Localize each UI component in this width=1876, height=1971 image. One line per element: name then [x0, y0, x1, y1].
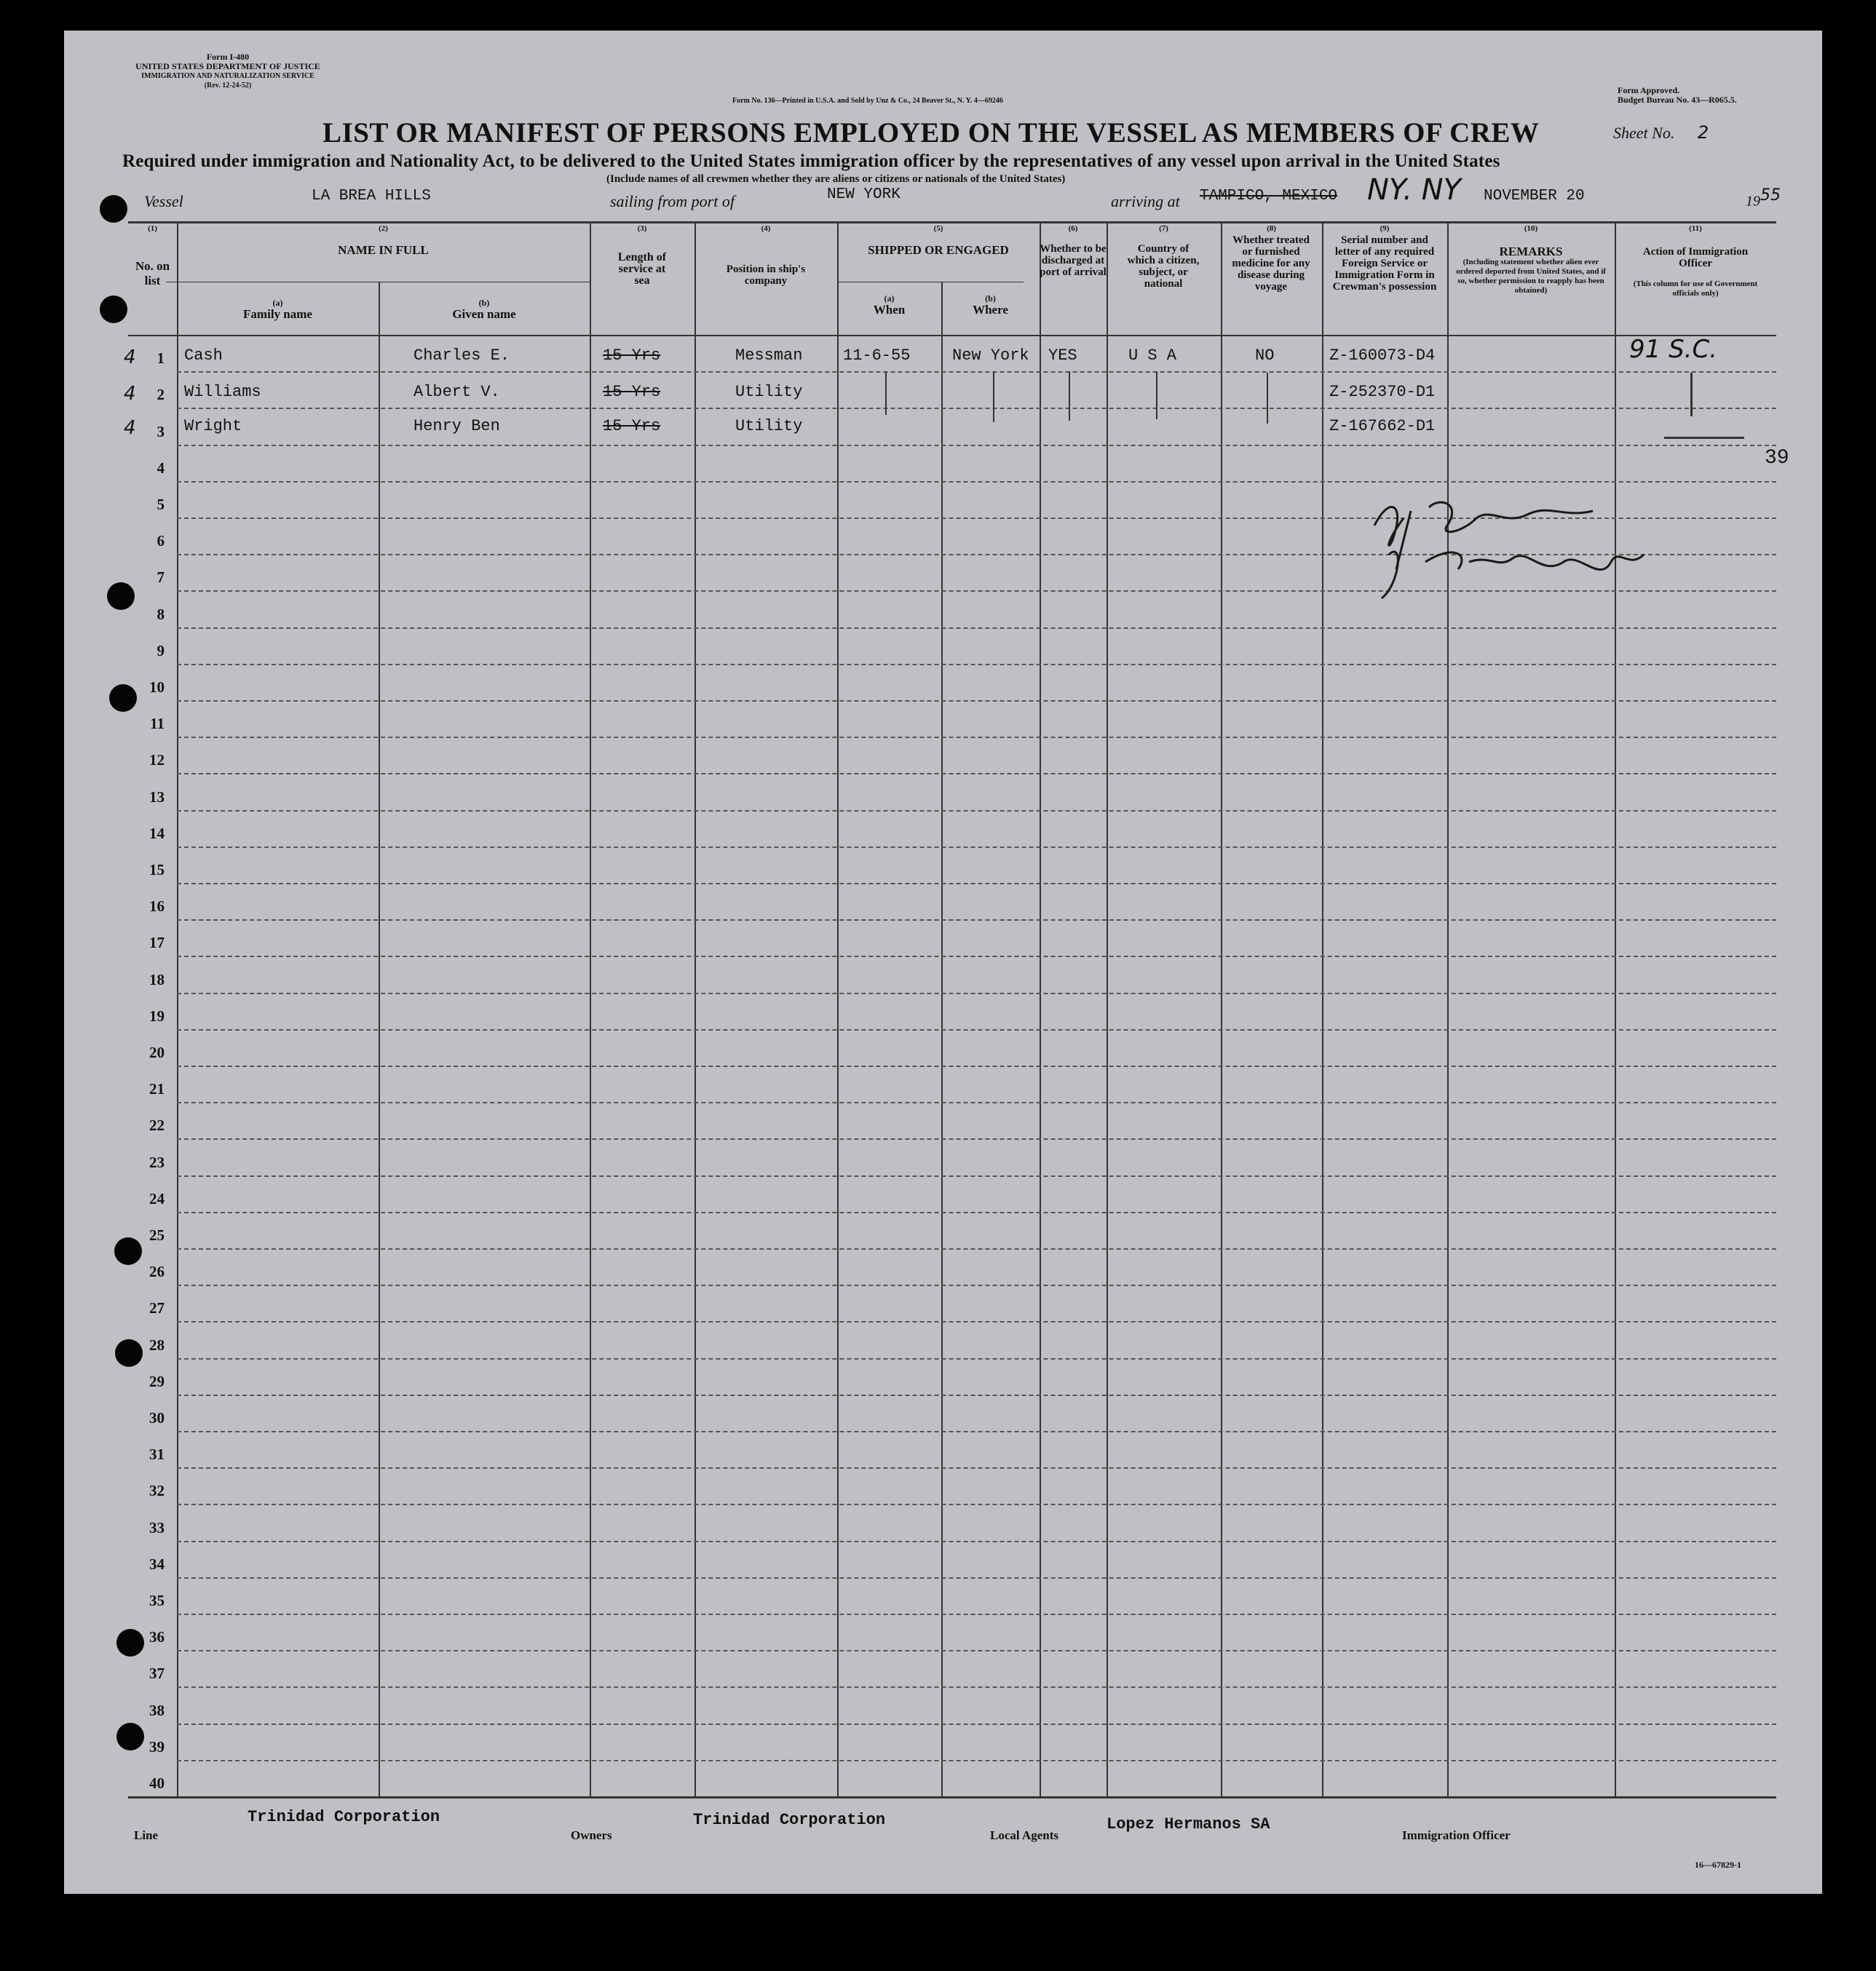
col2a-letter: (a)	[272, 298, 283, 308]
row-number: 13	[149, 788, 165, 806]
col7-number: (7)	[1159, 224, 1168, 233]
discharged: YES	[1048, 346, 1077, 365]
col2b-header: Given name	[452, 307, 516, 321]
family-name: Williams	[184, 383, 261, 401]
arrival-date: NOVEMBER 20	[1484, 188, 1585, 205]
arriving-label: arriving at	[1111, 192, 1180, 210]
row-number: 4	[157, 459, 165, 477]
col1-number: (1)	[148, 224, 157, 233]
col5-header: SHIPPED OR ENGAGED	[868, 243, 1009, 257]
col6-number: (6)	[1068, 224, 1078, 233]
given-name: Charles E.	[413, 346, 510, 365]
department: UNITED STATES DEPARTMENT OF JUSTICE	[135, 61, 320, 71]
row-number: 2	[157, 386, 165, 404]
form-number: Form I-480	[206, 52, 250, 62]
row-rule	[177, 371, 1776, 373]
vessel-name: LA BREA HILLS	[312, 188, 431, 205]
row-rule	[177, 883, 1776, 884]
row-number: 36	[149, 1628, 165, 1646]
row-number: 16	[149, 897, 165, 916]
binder-hole	[100, 296, 127, 323]
row-rule	[177, 1066, 1776, 1067]
row-number: 25	[149, 1226, 165, 1244]
service-name: IMMIGRATION AND NATURALIZATION SERVICE	[141, 72, 314, 80]
col1-header: No. on list	[135, 259, 170, 287]
row-rule	[177, 1321, 1776, 1322]
arriving-port-struck: TAMPICO, MEXICO	[1200, 188, 1338, 205]
serial-number: Z-160073-D4	[1329, 346, 1436, 365]
serial-number: Z-252370-D1	[1329, 383, 1436, 401]
owners-label: Owners	[571, 1828, 612, 1842]
page-title: LIST OR MANIFEST OF PERSONS EMPLOYED ON THE VESSEL AS MEMBERS OF CREW	[322, 117, 1540, 148]
service-length: 15 Yrs	[603, 346, 661, 365]
row-rule	[177, 1577, 1776, 1579]
col2-number: (2)	[379, 224, 388, 233]
row-number: 14	[149, 824, 165, 842]
row-rule	[177, 737, 1776, 738]
printer-note: Form No. 136—Printed in U.S.A. and Sold by Unz & Co., 24 Beaver St., N. Y. 4—69246	[732, 97, 1003, 105]
row-number: 17	[149, 934, 165, 952]
row-number: 9	[157, 641, 165, 659]
crew-note: (Include names of all crewmen whether they are aliens or citizens or nationals of the United States)	[606, 173, 1066, 185]
row-number: 35	[149, 1592, 165, 1609]
given-name: Henry Ben	[413, 417, 500, 435]
row-number: 38	[149, 1701, 165, 1719]
row-number: 29	[149, 1372, 165, 1390]
serial-number: Z-167662-D1	[1329, 417, 1436, 435]
col4-header: Position in ship's company	[726, 263, 806, 287]
col8-header: Whether treated or furnished medicine for any disease during voyage	[1232, 234, 1310, 293]
side-number: 4	[124, 417, 136, 439]
row-rule	[177, 1467, 1776, 1469]
header-bottom-border	[128, 335, 1776, 336]
position: Messman	[735, 346, 803, 365]
row-rule	[177, 1029, 1776, 1031]
row-rule	[177, 1541, 1776, 1542]
row-rule	[177, 445, 1776, 446]
row-rule	[177, 773, 1776, 774]
binder-hole	[116, 1629, 144, 1657]
family-name: Wright	[184, 417, 242, 435]
row-rule	[177, 1760, 1776, 1761]
col4-number: (4)	[761, 224, 771, 233]
col11-header: Action of Immigration Officer	[1642, 246, 1749, 269]
binder-hole	[109, 684, 137, 712]
row-rule	[177, 664, 1776, 665]
row-number: 24	[149, 1189, 165, 1207]
binder-hole	[114, 1237, 142, 1265]
row-rule	[177, 1686, 1776, 1688]
shipped-when: 11-6-55	[843, 346, 911, 365]
service-length: 15 Yrs	[603, 417, 661, 435]
sailing-port: NEW YORK	[827, 186, 901, 203]
row-number: 31	[149, 1445, 165, 1464]
row-rule	[177, 1504, 1776, 1505]
treated: NO	[1255, 346, 1275, 365]
row-number: 23	[149, 1153, 165, 1171]
sailing-label: sailing from port of	[610, 192, 735, 210]
row-number: 3	[157, 422, 165, 440]
row-number: 19	[149, 1007, 165, 1025]
col7-header: Country of which a citizen, subject, or national	[1127, 243, 1200, 290]
col2b-letter: (b)	[478, 298, 490, 308]
col5b-header: Where	[973, 303, 1008, 317]
budget-note: Budget Bureau No. 43—R065.5.	[1618, 95, 1737, 105]
shipped-where: New York	[952, 346, 1029, 365]
row-number: 18	[149, 970, 165, 988]
owners-value: Trinidad Corporation	[693, 1811, 886, 1829]
row-number: 39	[149, 1737, 165, 1756]
subtitle: Required under immigration and Nationality Act, to be delivered to the United States immigration officer by the representatives of any vessel upon arrival in the United States	[122, 151, 1500, 171]
bottom-code: 16—67829-1	[1695, 1860, 1741, 1870]
row-number: 22	[149, 1117, 165, 1135]
row-rule	[177, 846, 1776, 848]
row-number: 6	[157, 532, 165, 550]
row-number: 10	[149, 678, 165, 696]
row-rule	[177, 408, 1776, 409]
row-number: 30	[149, 1409, 165, 1427]
row-rule	[177, 1614, 1776, 1615]
row-number: 8	[157, 605, 165, 623]
row-number: 33	[149, 1518, 165, 1536]
row-rule	[177, 1175, 1776, 1177]
given-name: Albert V.	[413, 383, 500, 401]
row-rule	[177, 1212, 1776, 1213]
binder-hole	[116, 1723, 144, 1750]
row-rule	[177, 956, 1776, 957]
row-rule	[177, 1102, 1776, 1103]
vessel-label: Vessel	[144, 192, 183, 210]
row-rule	[177, 810, 1776, 812]
col10-note: (Including statement whether alien ever ordered deported from United States, and if so, whether permission to reapply has been obtained)	[1456, 258, 1606, 295]
binder-hole	[107, 582, 135, 610]
row-number: 40	[149, 1774, 165, 1792]
row-number: 7	[157, 568, 165, 587]
row-rule	[177, 1248, 1776, 1250]
col11-note: (This column for use of Government officials only)	[1633, 279, 1758, 298]
binder-hole	[100, 195, 127, 223]
line-label: Line	[134, 1828, 159, 1842]
service-length: 15 Yrs	[603, 383, 661, 401]
col8-number: (8)	[1267, 224, 1276, 233]
agents-label: Local Agents	[990, 1828, 1058, 1842]
revision: (Rev. 12-24-52)	[204, 82, 252, 90]
row-rule	[177, 627, 1776, 629]
agents-value: Lopez Hermanos SA	[1107, 1815, 1270, 1833]
col9-header: Serial number and letter of any required Foreign Service or Immigration Form in Crewman's possession	[1332, 234, 1437, 293]
row-rule	[177, 1724, 1776, 1725]
approved-note: Form Approved.	[1618, 85, 1680, 95]
col11-number: (11)	[1689, 224, 1702, 233]
row-number: 26	[149, 1263, 165, 1281]
side-number: 4	[124, 346, 136, 368]
position: Utility	[735, 383, 803, 401]
side-annotation: 39	[1765, 447, 1789, 469]
sheet-number: 2	[1697, 122, 1709, 143]
row-number: 11	[150, 715, 165, 733]
col3-number: (3)	[637, 224, 647, 233]
row-rule	[177, 1650, 1776, 1651]
row-rule	[177, 993, 1776, 994]
binder-hole	[115, 1339, 143, 1367]
row-rule	[177, 919, 1776, 921]
row-number: 5	[157, 496, 165, 513]
row-number: 32	[149, 1482, 165, 1500]
row-number: 21	[149, 1080, 165, 1098]
col6-header: Whether to be discharged at port of arrival	[1040, 243, 1107, 278]
row-number: 20	[149, 1044, 165, 1061]
row-number: 37	[149, 1665, 165, 1683]
manifest-sheet	[64, 31, 1822, 1894]
row-rule	[177, 1395, 1776, 1396]
col5a-header: When	[873, 303, 906, 317]
year-value: 55	[1760, 186, 1781, 205]
sheet-label: Sheet No.	[1613, 124, 1675, 142]
col2a-header: Family name	[243, 307, 312, 321]
col5-number: (5)	[933, 224, 943, 233]
year-prefix: 19	[1746, 193, 1760, 210]
row-number: 27	[149, 1299, 165, 1317]
col10-number: (10)	[1524, 224, 1538, 233]
row-number: 15	[149, 861, 165, 879]
col10-header: REMARKS	[1499, 245, 1563, 258]
family-name: Cash	[184, 346, 223, 365]
col3-header: Length of service at sea	[617, 251, 667, 287]
col5a-letter: (a)	[884, 293, 895, 304]
line-value: Trinidad Corporation	[248, 1808, 440, 1826]
side-number: 4	[124, 383, 136, 405]
officer-signature	[1360, 475, 1738, 606]
row-number: 12	[149, 751, 165, 769]
row-rule	[177, 1285, 1776, 1286]
row-number: 34	[149, 1555, 165, 1573]
position: Utility	[735, 417, 803, 435]
row-rule	[177, 700, 1776, 702]
officer-label: Immigration Officer	[1402, 1828, 1511, 1842]
col2-header: NAME IN FULL	[338, 243, 429, 257]
country: U S A	[1128, 346, 1177, 365]
col9-number: (9)	[1380, 224, 1390, 233]
table-bottom-border	[128, 1796, 1776, 1799]
row-rule	[177, 1431, 1776, 1432]
row-number: 28	[149, 1336, 165, 1354]
row-rule	[177, 1358, 1776, 1360]
officer-mark: 91 S.C.	[1629, 335, 1718, 364]
col5b-letter: (b)	[985, 293, 996, 304]
arriving-port-handwritten: NY. NY	[1367, 173, 1461, 207]
row-rule	[177, 1138, 1776, 1140]
row-number: 1	[157, 349, 165, 368]
